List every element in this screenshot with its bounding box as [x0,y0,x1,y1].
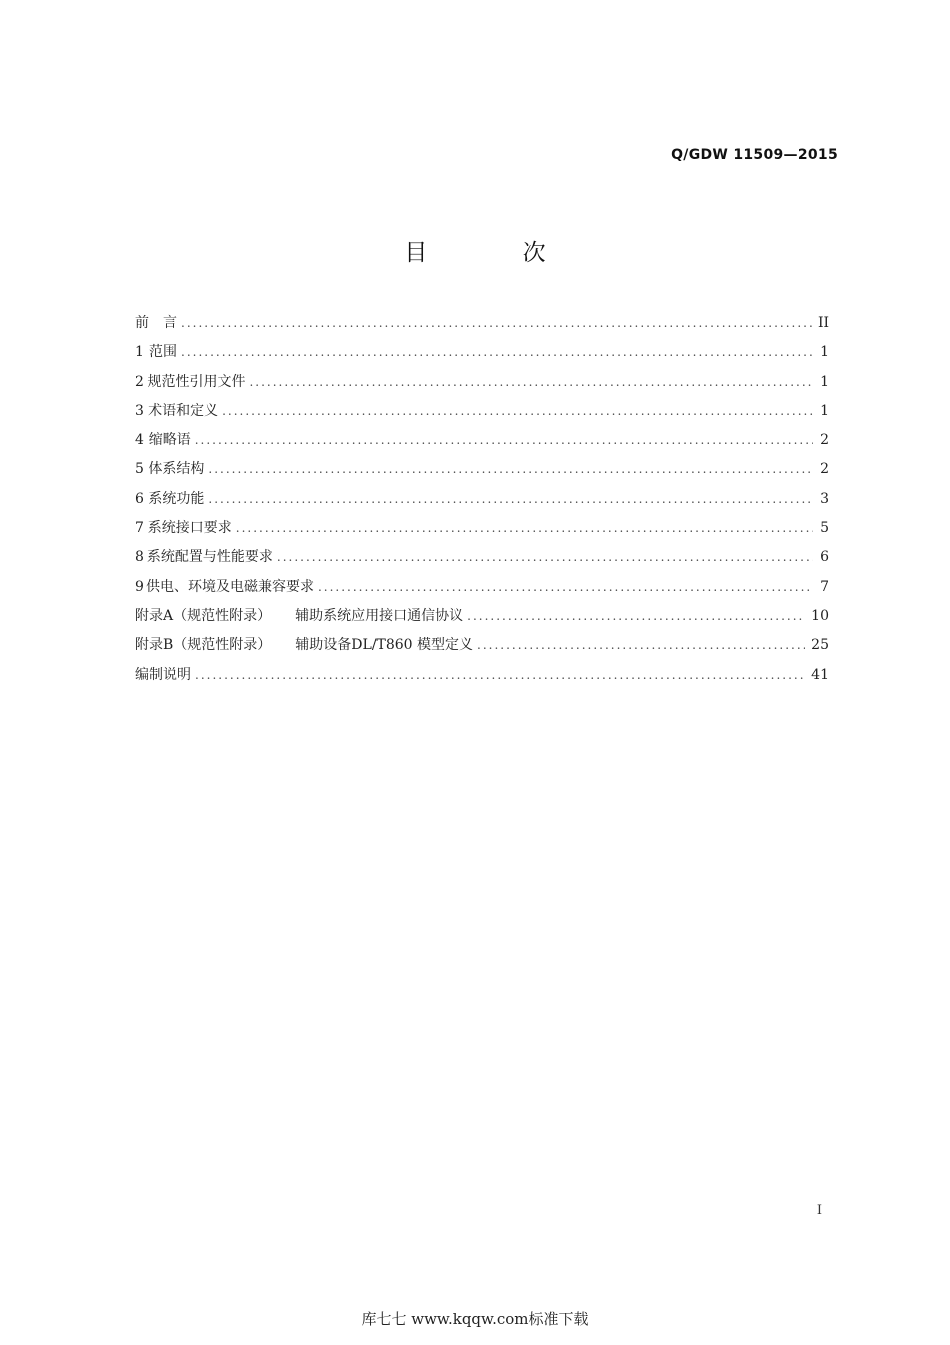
toc-entry-label: 范围 [149,344,177,361]
toc-entry-subtitle: 辅助系统应用接口通信协议 [295,607,464,624]
toc-entry-foreword [135,309,829,338]
toc-entry-label: 附录B（规范性附录） [135,637,272,654]
toc-entry-page: 2 [820,461,829,478]
toc-leader-dots [208,455,813,484]
toc-entry-page: 3 [820,490,829,507]
toc-leader-dots [208,485,813,514]
toc-entry-page: 10 [811,607,829,624]
toc-entry-label: 附录A（规范性附录） [135,607,272,624]
toc-entry-number: 8 [135,549,144,566]
toc-entry-label: 系统接口要求 [147,520,232,537]
toc-entry-number: 6 [135,490,144,507]
toc-entry-page: 1 [820,344,829,361]
toc-leader-dots [181,309,812,338]
toc-entry-page: 1 [820,373,829,390]
page-number: I [816,1203,822,1218]
toc-leader-dots [467,602,805,631]
toc-entry-page: 2 [820,432,829,449]
toc-leader-dots [195,426,813,455]
toc-entry-4 [135,426,829,455]
document-code: Q/GDW 11509—2015 [671,147,838,163]
toc-entry-label: 系统功能 [148,490,205,507]
toc-entry-page: 5 [820,520,829,537]
toc-entry-page: II [817,315,829,331]
toc-entry-5 [135,455,829,484]
toc-entry-6 [135,485,829,514]
toc-leader-dots [249,368,813,397]
toc-entry-label: 前 言 [135,315,177,331]
toc-entry-number: 2 [135,373,144,390]
toc-entry-number: 3 [135,402,144,419]
table-of-contents [135,309,829,690]
toc-entry-label: 供电、环境及电磁兼容要求 [145,578,314,595]
toc-entry-page: 1 [820,402,829,419]
footer-watermark: 库七七 www.kqqw.com标准下载 [361,1310,589,1328]
toc-entry-label: 编制说明 [135,666,191,683]
toc-entry-page: 6 [820,549,829,566]
toc-leader-dots [181,338,813,367]
toc-entry-page: 7 [820,578,829,595]
toc-leader-dots [318,573,813,602]
toc-entry-page: 41 [811,666,829,683]
toc-entry-number: 4 [135,432,144,449]
toc-entry-compilation-notes [135,661,829,690]
toc-entry-3 [135,397,829,426]
toc-entry-8 [135,543,829,572]
toc-entry-appendix-b [135,631,829,660]
toc-entry-7 [135,514,829,543]
toc-entry-9 [135,573,829,602]
toc-leader-dots [477,631,805,660]
toc-entry-number: 7 [135,520,144,537]
toc-entry-subtitle: 辅助设备DL/T860 模型定义 [295,637,474,654]
toc-entry-label: 体系结构 [148,461,205,478]
toc-entry-label: 系统配置与性能要求 [146,549,273,566]
toc-entry-page: 25 [811,637,829,654]
toc-entry-label: 规范性引用文件 [147,373,246,390]
toc-leader-dots [222,397,813,426]
toc-entry-1 [135,338,829,367]
toc-title: 目 次 [404,240,590,266]
toc-entry-number: 1 [135,344,144,361]
toc-entry-number: 5 [135,461,144,478]
toc-entry-label: 术语和定义 [148,402,219,419]
toc-leader-dots [195,661,805,690]
toc-entry-appendix-a [135,602,829,631]
toc-leader-dots [277,543,813,572]
toc-entry-2 [135,368,829,397]
toc-entry-number: 9 [135,578,144,595]
toc-leader-dots [236,514,813,543]
toc-entry-label: 缩略语 [148,432,191,449]
